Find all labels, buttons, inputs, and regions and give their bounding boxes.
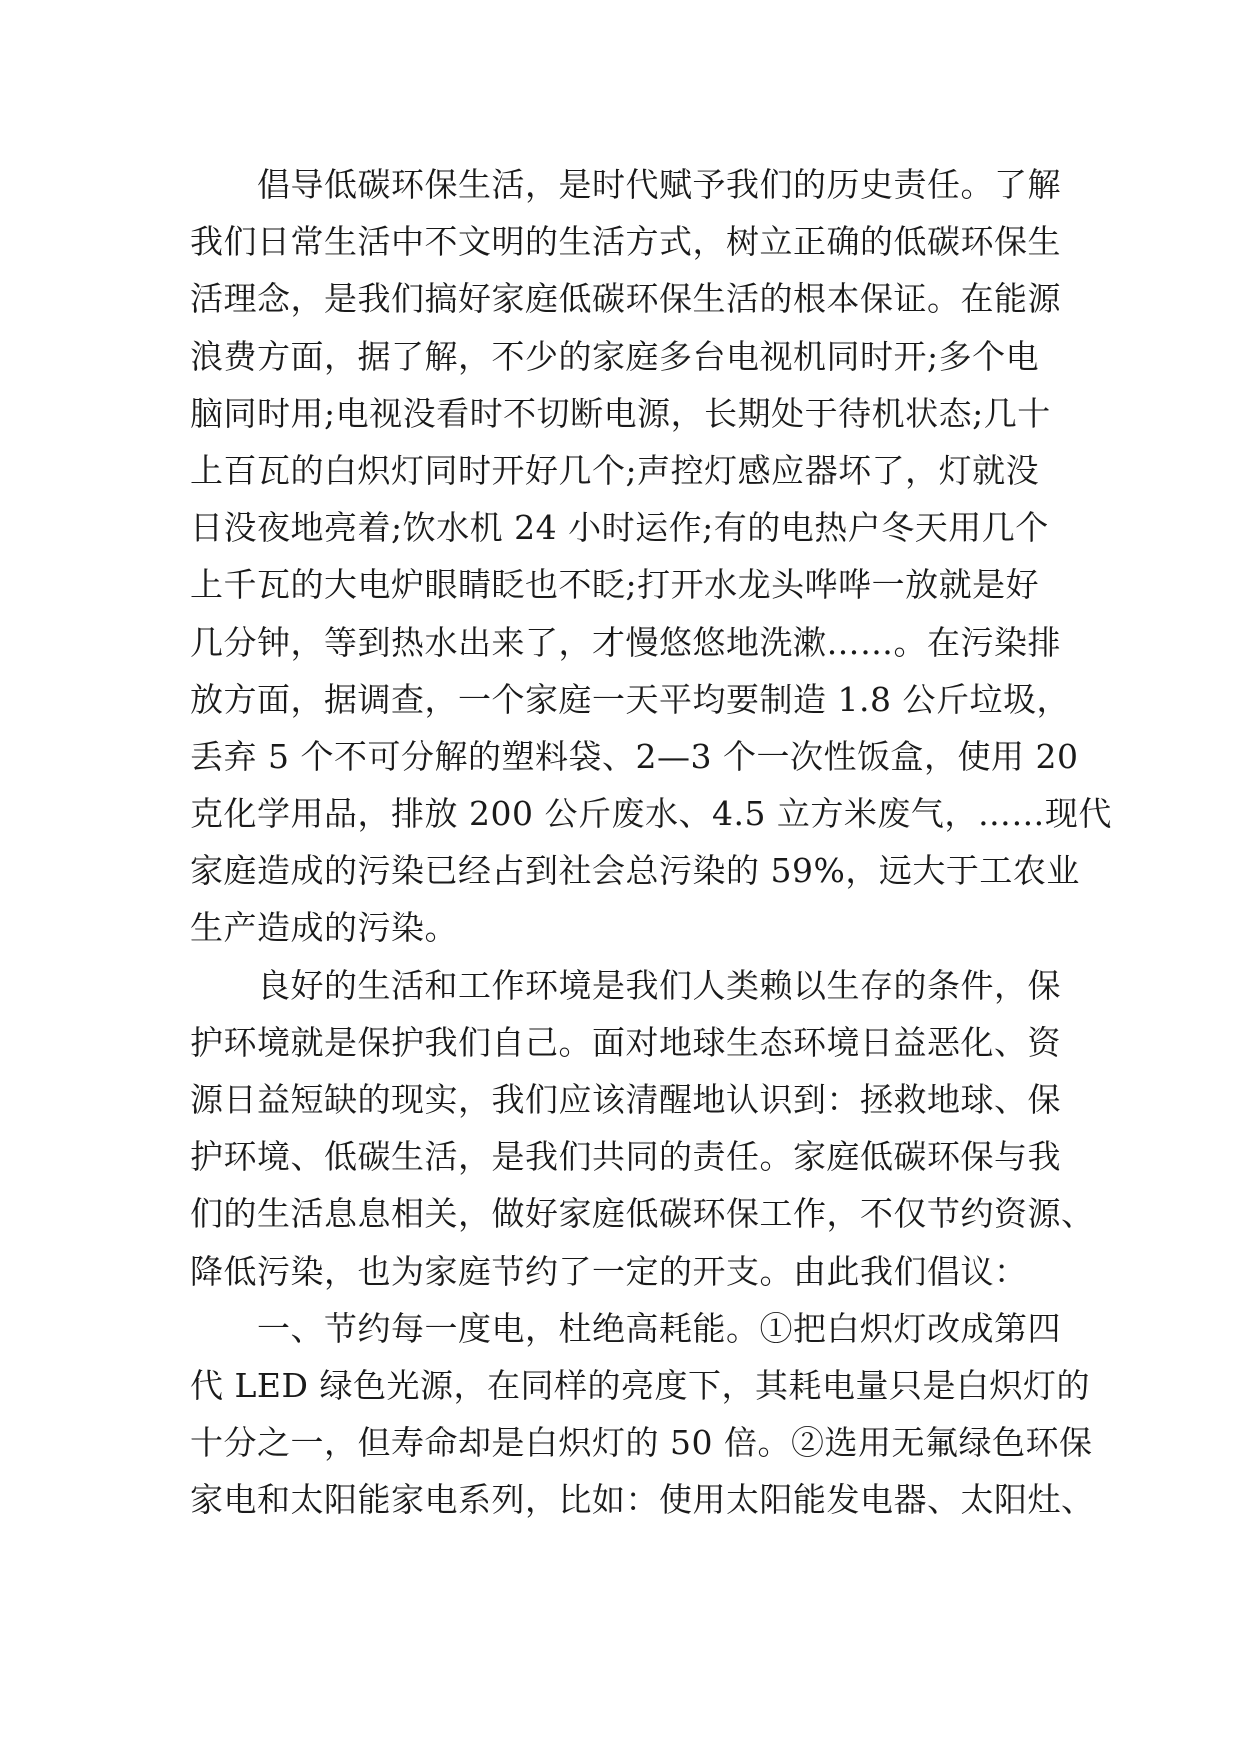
- text-line: 克化学用品，排放 200 公斤废水、4.5 立方米废气，……现代: [190, 794, 1112, 834]
- text-line: 们的生活息息相关，做好家庭低碳环保工作，不仅节约资源、: [190, 1194, 1095, 1234]
- text-line: 护环境、低碳生活，是我们共同的责任。家庭低碳环保与我: [190, 1137, 1061, 1177]
- text-line: 我们日常生活中不文明的生活方式，树立正确的低碳环保生: [190, 222, 1061, 262]
- paragraph-1: [190, 156, 1112, 957]
- paragraph-3: [190, 1300, 1095, 1529]
- text-line: 上百瓦的白炽灯同时开好几个;声控灯感应器坏了，灯就没: [190, 450, 1040, 490]
- text-line: 倡导低碳环保生活，是时代赋予我们的历史责任。了解: [190, 165, 1061, 204]
- paragraph-2: [190, 957, 1095, 1300]
- text-line: 降低污染，也为家庭节约了一定的开支。由此我们倡议：: [190, 1251, 1028, 1291]
- text-line: 十分之一，但寿命却是白炽灯的 50 倍。②选用无氟绿色环保: [190, 1423, 1093, 1463]
- text-line: 脑同时用;电视没看时不切断电源，长期处于待机状态;几十: [190, 393, 1051, 433]
- text-line: 代 LED 绿色光源，在同样的亮度下，其耗电量只是白炽灯的: [190, 1365, 1090, 1405]
- text-line: 浪费方面，据了解，不少的家庭多台电视机同时开;多个电: [190, 336, 1040, 376]
- text-line: 家庭造成的污染已经占到社会总污染的 59%，远大于工农业: [190, 851, 1080, 891]
- document-body: [190, 156, 1112, 1529]
- text-line: 几分钟，等到热水出来了，才慢悠悠地洗漱……。在污染排: [190, 622, 1061, 662]
- text-line: 上千瓦的大电炉眼睛眨也不眨;打开水龙头哗哗一放就是好: [190, 565, 1040, 605]
- text-line: 良好的生活和工作环境是我们人类赖以生存的条件，保: [190, 965, 1061, 1005]
- text-line: 一、节约每一度电，杜绝高耗能。①把白炽灯改成第四: [190, 1308, 1061, 1348]
- text-line: 源日益短缺的现实，我们应该清醒地认识到：拯救地球、保: [190, 1080, 1061, 1119]
- text-line: 生产造成的污染。: [190, 908, 458, 948]
- text-line: 活理念，是我们搞好家庭低碳环保生活的根本保证。在能源: [190, 279, 1061, 319]
- text-line: 放方面，据调查，一个家庭一天平均要制造 1.8 公斤垃圾，: [190, 679, 1070, 719]
- text-line: 日没夜地亮着;饮水机 24 小时运作;有的电热户冬天用几个: [190, 508, 1049, 548]
- text-line: 丢弃 5 个不可分解的塑料袋、2—3 个一次性饭盒，使用 20: [190, 736, 1079, 776]
- text-line: 家电和太阳能家电系列，比如：使用太阳能发电器、太阳灶、: [190, 1480, 1095, 1520]
- text-line: 护环境就是保护我们自己。面对地球生态环境日益恶化、资: [190, 1022, 1061, 1062]
